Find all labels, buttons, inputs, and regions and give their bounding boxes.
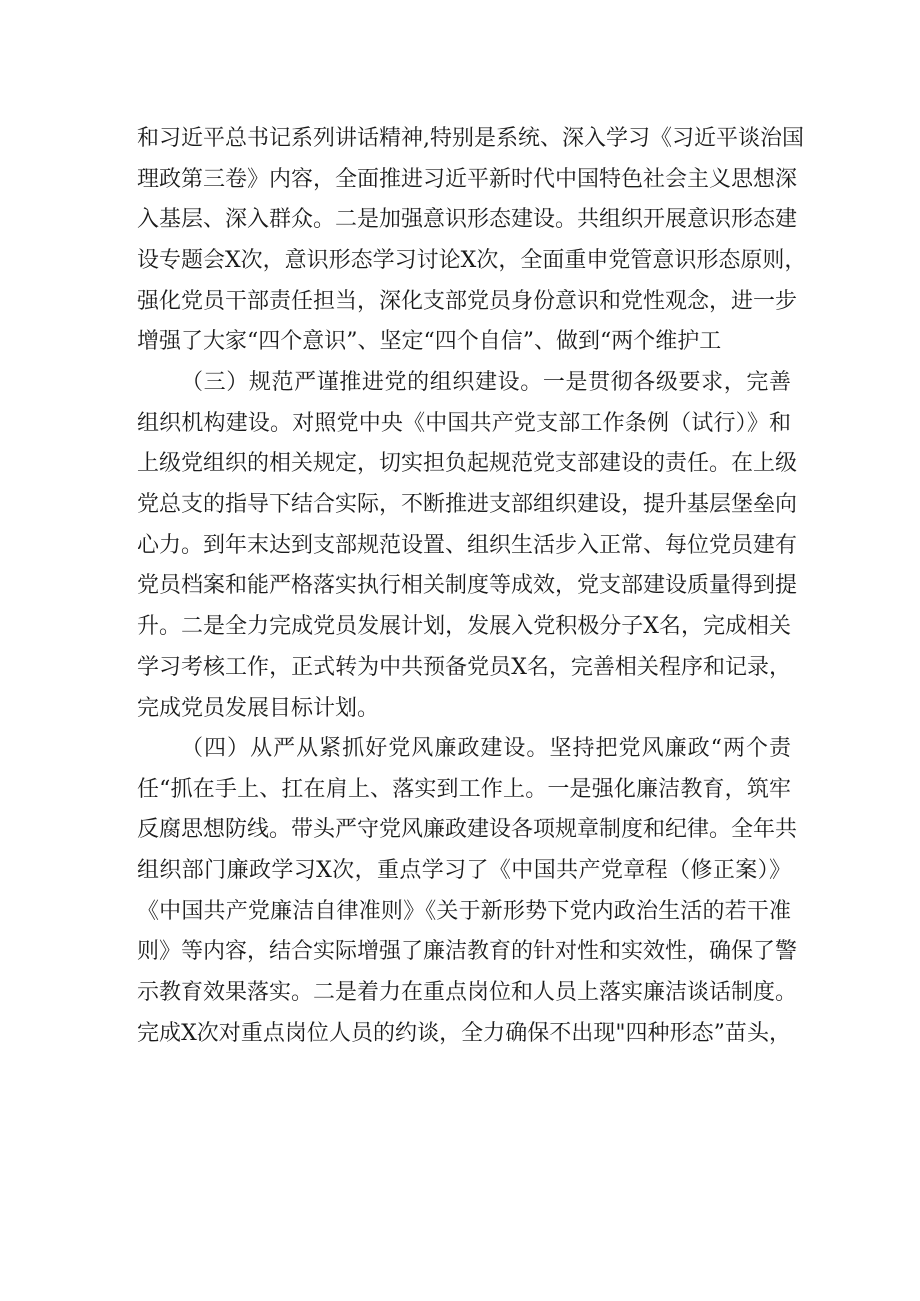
section-heading-line: （三）规范严谨推进党的组织建设。一是贯彻各级要求，完善 [181, 370, 791, 395]
text-line: 入基层、深入群众。二是加强意识形态建设。共组织开展意识形态建 [137, 207, 798, 233]
paragraph-2 [137, 363, 798, 729]
paragraph-1 [137, 119, 807, 363]
text-line: 组织机构建设。对照党中央《中国共产党支部工作条例（试行）》和 [137, 410, 791, 436]
text-line: 增强了大家“四个意识”、坚定“四个自信”、做到“两个维护工 [137, 329, 722, 355]
text-line: 示教育效果落实。二是着力在重点岗位和人员上落实廉洁谈话制度。 [137, 980, 798, 1006]
text-line: 组织部门廉政学习X次，重点学习了《中国共产党章程（修正案）》 [137, 858, 791, 884]
text-line: 完成X次对重点岗位人员的约谈，全力确保不出现"四种形态”苗头， [137, 1020, 791, 1046]
text-line: 设专题会X次，意识形态学习讨论X次，全面重申党管意识形态原则， [137, 248, 807, 274]
text-line: 学习考核工作，正式转为中共预备党员X名，完善相关程序和记录， [137, 654, 791, 680]
text-line: 反腐思想防线。带头严守党风廉政建设各项规章制度和纪律。全年共 [137, 817, 798, 843]
paragraph-3 [137, 729, 798, 1055]
text-line: 党总支的指导下结合实际，不断推进支部组织建设，提升基层堡垒向 [137, 492, 798, 518]
text-line: 上级党组织的相关规定，切实担负起规范党支部建设的责任。在上级 [137, 451, 798, 477]
text-line: 党员档案和能严格落实执行相关制度等成效，党支部建设质量得到提 [137, 573, 798, 599]
text-line: 则》等内容，结合实际增强了廉洁教育的针对性和实效性，确保了警 [137, 939, 798, 965]
text-line: 升。二是全力完成党员发展计划，发展入党积极分子X名，完成相关 [137, 614, 791, 640]
text-line: 《中国共产党廉洁自律准则》《关于新形势下党内政治生活的若干准 [137, 898, 791, 924]
section-heading-line: （四）从严从紧抓好党风廉政建设。坚持把党风廉政“两个责 [181, 736, 791, 761]
text-line: 任“抓在手上、扛在肩上、落实到工作上。一是强化廉洁教育，筑牢 [137, 776, 791, 802]
text-line: 理政第三卷》内容，全面推进习近平新时代中国特色社会主义思想深 [137, 166, 798, 192]
text-line: 心力。到年末达到支部规范设置、组织生活步入正常、每位党员建有 [137, 532, 798, 558]
text-line: 和习近平总书记系列讲话精神,特别是系统、深入学习《习近平谈治国 [137, 126, 804, 151]
text-line: 完成党员发展目标计划。 [137, 695, 380, 721]
text-line: 强化党员干部责任担当，深化支部党员身份意识和党性观念，进一步 [137, 288, 798, 314]
